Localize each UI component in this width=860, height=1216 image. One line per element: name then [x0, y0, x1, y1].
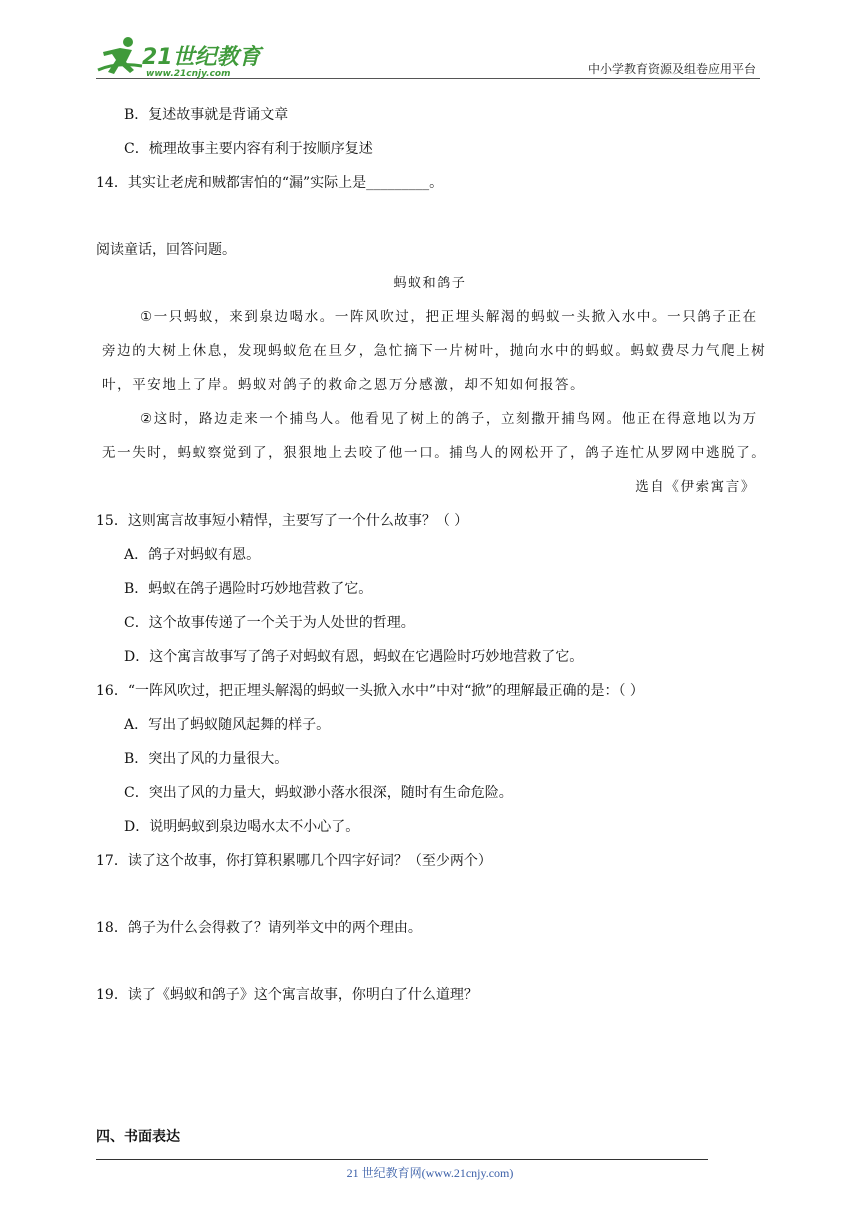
q16-option-b: B．突出了风的力量很大。: [124, 751, 289, 767]
question-15: 15．这则寓言故事短小精悍，主要写了一个什么故事？（ ）: [96, 513, 469, 529]
question-17: 17．读了这个故事，你打算积累哪几个四字好词？（至少两个）: [96, 853, 492, 869]
header-divider: [96, 78, 760, 79]
footer-divider: [96, 1159, 708, 1160]
q15-option-a: A．鸽子对蚂蚁有恩。: [124, 547, 261, 563]
q15-option-b: B．蚂蚁在鸽子遇险时巧妙地营救了它。: [124, 581, 373, 597]
q16-option-a: A．写出了蚂蚁随风起舞的样子。: [124, 717, 331, 733]
logo-text: 21世纪教育: [142, 45, 261, 70]
q13-option-c: C．梳理故事主要内容有利于按顺序复述: [124, 141, 373, 157]
reading-instruction: 阅读童话，回答问题。: [96, 242, 236, 258]
footer-link[interactable]: 21 世纪教育网(www.21cnjy.com): [346, 1166, 514, 1180]
passage-p1-line1: ①一只蚂蚁，来到泉边喝水。一阵风吹过，把正埋头解渴的蚂蚁一头掀入水中。一只鸽子正在: [140, 309, 758, 325]
platform-name: 中小学教育资源及组卷应用平台: [587, 62, 756, 76]
q15-option-c: C．这个故事传递了一个关于为人处世的哲理。: [124, 615, 415, 631]
question-16: 16．“一阵风吹过，把正埋头解渴的蚂蚁一头掀入水中”中对“掀”的理解最正确的是：（ ）: [96, 683, 644, 699]
section-heading-writing: 四、书面表达: [96, 1129, 180, 1145]
logo-url: www.21cnjy.com: [146, 69, 231, 79]
q16-option-d: D．说明蚂蚁到泉边喝水太不小心了。: [124, 819, 360, 835]
question-19: 19．读了《蚂蚁和鸽子》这个寓言故事，你明白了什么道理？: [96, 987, 478, 1003]
passage-p1-line2: 旁边的大树上休息，发现蚂蚁危在旦夕，急忙摘下一片树叶，抛向水中的蚂蚁。蚂蚁费尽力气爬上树: [102, 343, 767, 359]
q15-option-d: D．这个寓言故事写了鸽子对蚂蚁有恩，蚂蚁在它遇险时巧妙地营救了它。: [124, 649, 584, 665]
passage-p2-line2: 无一失时，蚂蚁察觉到了，狠狠地上去咬了他一口。捕鸟人的网松开了，鸽子连忙从罗网中逃脱了。: [102, 445, 767, 461]
question-14: 14．其实让老虎和贼都害怕的“漏”实际上是_________。: [96, 175, 444, 191]
passage-p1-line3: 叶，平安地上了岸。蚂蚁对鸽子的救命之恩万分感激，却不知如何报答。: [102, 377, 586, 393]
question-18: 18．鸽子为什么会得救了？请列举文中的两个理由。: [96, 920, 422, 936]
site-logo: [96, 36, 266, 80]
running-man-icon: [98, 37, 142, 74]
q16-option-c: C．突出了风的力量大，蚂蚁渺小落水很深，随时有生命危险。: [124, 785, 513, 801]
passage-source: 选自《伊索寓言》: [635, 479, 756, 495]
passage-title: 蚂蚁和鸽子: [393, 276, 467, 291]
q13-option-b: B．复述故事就是背诵文章: [124, 107, 289, 123]
passage-p2-line1: ②这时，路边走来一个捕鸟人。他看见了树上的鸽子，立刻撒开捕鸟网。他正在得意地以为万: [140, 411, 758, 427]
